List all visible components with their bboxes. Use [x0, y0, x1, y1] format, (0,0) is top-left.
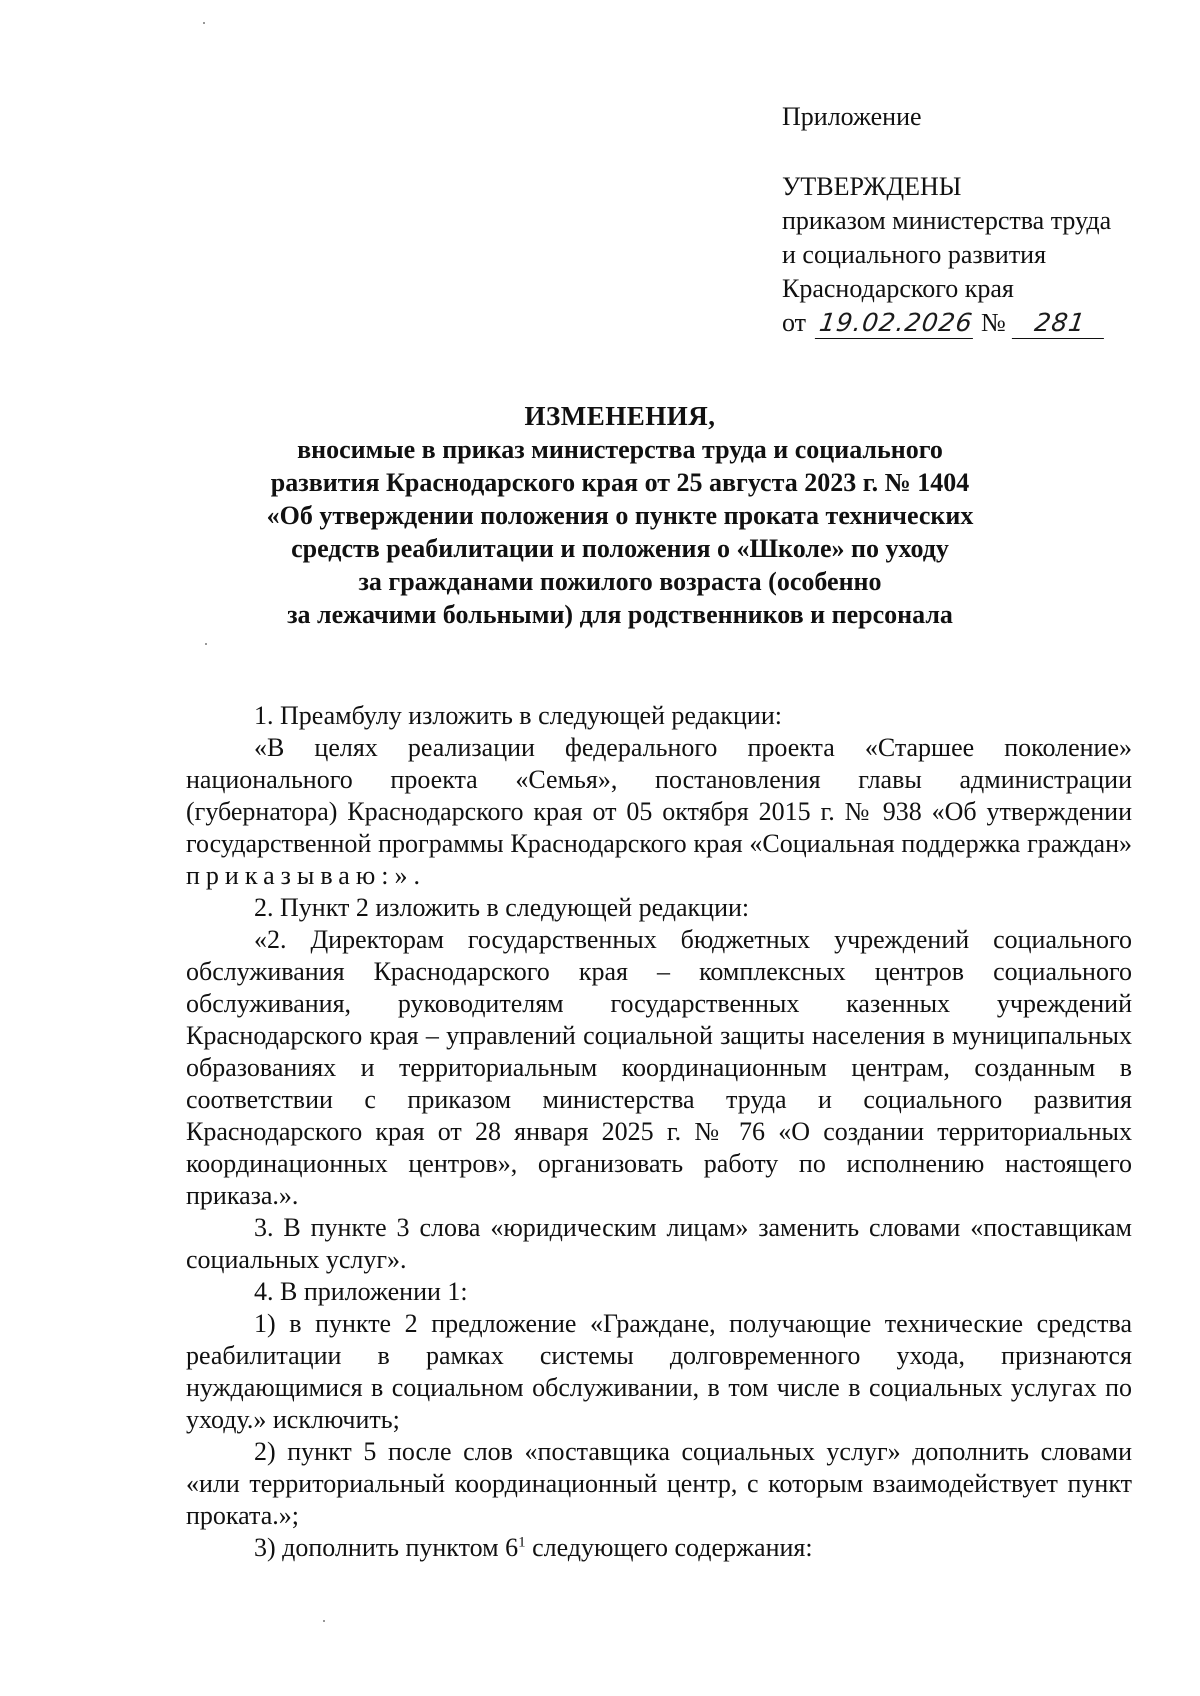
approval-line: приказом министерства труда: [782, 206, 1112, 235]
title-line: «Об утверждении положения о пункте проката технических: [266, 501, 974, 530]
paragraph-4: «2. Директорам государственных бюджетных учреждений социального обслуживания Краснодарского края – комплексных центров социального обслуживания, руководителям государственных казенных учреждений Краснодарского края – управлений социальной защиты населения в муниципальных образованиях и территориальным координационным центрам, созданным в соответствии с приказом министерства труда и социального развития Краснодарского края от 28 января 2025 г. № 76 «О создании территориальных координационных центров», организовать работу по исполнению настоящего приказа.».: [186, 925, 1132, 1210]
paragraph-1: 1. Преамбулу изложить в следующей редакции:: [254, 701, 782, 730]
document-body: [186, 700, 1132, 1564]
paragraph-2-spaced: приказываю:».: [186, 861, 426, 890]
handwritten-date: 19.02.2026: [814, 308, 976, 339]
title-line: за гражданами пожилого возраста (особенно: [358, 567, 882, 596]
approval-line: Краснодарского края: [782, 274, 1014, 303]
title-line: средств реабилитации и положения о «Школе» по уходу: [291, 534, 949, 563]
paragraph-2: [186, 732, 1132, 892]
paragraph-9: [186, 1532, 1132, 1564]
title-main: ИЗМЕНЕНИЯ,: [524, 401, 716, 431]
paragraph-3: 2. Пункт 2 изложить в следующей редакции:: [254, 893, 750, 922]
paragraph-9-text: 3) дополнить пунктом 6: [254, 1533, 519, 1562]
scan-speck: [203, 22, 205, 24]
paragraph-8: 2) пункт 5 после слов «поставщика социальных услуг» дополнить словами «или территориальный координационный центр, с которым взаимодействует пункт проката.»;: [186, 1437, 1132, 1530]
handwritten-number: 281: [1012, 308, 1108, 339]
paragraph-6: 4. В приложении 1:: [254, 1277, 468, 1306]
paragraph-9-superscript: 1: [518, 1534, 526, 1551]
paragraph-9-tail: следующего содержания:: [525, 1533, 813, 1562]
appendix-label: Приложение: [782, 102, 922, 131]
scan-speck: [323, 1620, 325, 1622]
document-title: [180, 400, 1060, 631]
title-line: вносимые в приказ министерства труда и социального: [297, 435, 943, 464]
title-line: развития Краснодарского края от 25 августа 2023 г. № 1404: [270, 468, 970, 497]
number-prefix: №: [981, 308, 1006, 337]
paragraph-7: 1) в пункте 2 предложение «Граждане, получающие технические средства реабилитации в рамках системы долговременного ухода, признаются нуждающимися в социальном обслуживании, в том числе в социальных услугах по уходу.» исключить;: [186, 1309, 1132, 1434]
title-line: за лежачими больными) для родственников и персонала: [287, 600, 953, 629]
date-prefix: от: [782, 308, 807, 337]
scan-speck: [205, 643, 207, 645]
approval-date-line: [782, 306, 1162, 340]
approval-line: и социального развития: [782, 240, 1047, 269]
approval-block: [782, 100, 1162, 340]
paragraph-2-text: «В целях реализации федерального проекта «Старшее поколение» национального проекта «Семья», постановления главы администрации (губернатора) Краснодарского края от 05 октября 2015 г. № 938 «Об утверждении государственной программы Краснодарского края «Социальная поддержка граждан»: [186, 733, 1132, 858]
paragraph-5: 3. В пункте 3 слова «юридическим лицам» заменить словами «поставщикам социальных услуг».: [186, 1213, 1132, 1274]
approved-label: УТВЕРЖДЕНЫ: [782, 172, 962, 201]
